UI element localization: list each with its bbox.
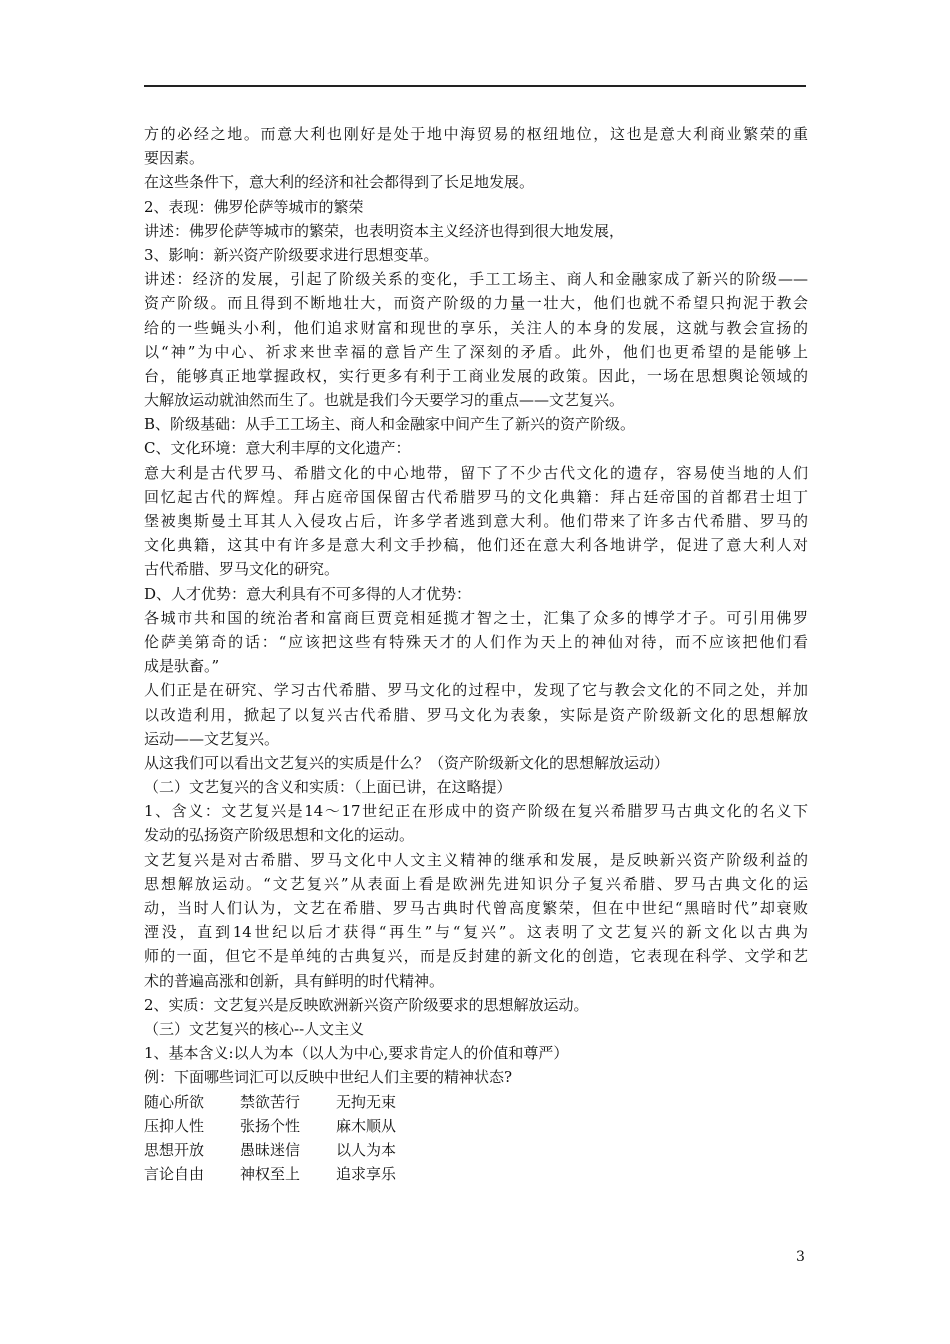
word-item: 张扬个性	[240, 1116, 301, 1135]
word-item: 以人为本	[336, 1140, 397, 1159]
word-row	[144, 1090, 808, 1114]
text-line: 大解放运动就油然而生了。也就是我们今天要学习的重点——文艺复兴。	[144, 391, 625, 410]
text-line: 伦萨美第奇的话：“应该把这些有特殊天才的人们作为天上的神仙对待，而不应该把他们看	[144, 632, 808, 651]
word-item: 言论自由	[144, 1165, 205, 1184]
text-line: 给的一些蝇头小利，他们追求财富和现世的享乐，关注人的本身的发展，这就与教会宣扬的	[144, 318, 808, 337]
text-line: 意大利是古代罗马、希腊文化的中心地带，留下了不少古代文化的遗存，容易使当地的人们	[144, 463, 808, 482]
word-item: 压抑人性	[144, 1116, 205, 1135]
word-item: 愚昧迷信	[240, 1140, 301, 1159]
text-line: （三）文艺复兴的核心--人文主义	[144, 1019, 365, 1038]
text-line: 例：下面哪些词汇可以反映中世纪人们主要的精神状态?	[144, 1068, 513, 1087]
word-item: 无拘无束	[336, 1092, 397, 1111]
text-line: 思想解放运动。“文艺复兴”从表面上看是欧洲先进知识分子复兴希腊、罗马古典文化的运	[144, 874, 808, 893]
text-line: 资产阶级。而且得到不断地壮大，而资产阶级的力量一壮大，他们也就不希望只拘泥于教会	[144, 294, 808, 313]
word-item: 随心所欲	[144, 1092, 205, 1111]
text-line: D、人才优势：意大利具有不可多得的人才优势：	[144, 584, 472, 603]
text-line: 2、表现：佛罗伦萨等城市的繁荣	[144, 197, 364, 216]
text-line: 讲述：经济的发展，引起了阶级关系的变化，手工工场主、商人和金融家成了新兴的阶级——	[144, 270, 808, 289]
word-item: 麻木顺从	[336, 1116, 397, 1135]
header-rule	[144, 85, 806, 87]
text-line: B、阶级基础：从手工工场主、商人和金融家中间产生了新兴的资产阶级。	[144, 415, 636, 434]
word-row	[144, 1114, 808, 1138]
text-line: C、文化环境：意大利丰厚的文化遗产：	[144, 439, 411, 458]
text-line: 讲述：佛罗伦萨等城市的繁荣，也表明资本主义经济也得到很大地发展，	[144, 221, 625, 240]
text-line: 文化典籍，这其中有许多是意大利文手抄稿，他们还在意大利各地讲学，促进了意大利人对	[144, 536, 808, 555]
text-line: 术的普遍高涨和创新，具有鲜明的时代精神。	[144, 971, 445, 990]
word-item: 禁欲苦行	[240, 1092, 301, 1111]
text-line: 1、含义：文艺复兴是14～17世纪正在形成中的资产阶级在复兴希腊罗马古典文化的名义下	[144, 802, 808, 821]
text-line: 发动的弘扬资产阶级思想和文化的运动。	[144, 826, 415, 845]
text-line: 以“神”为中心、祈求来世幸福的意旨产生了深刻的矛盾。此外，他们也更希望的是能够上	[144, 342, 808, 361]
page-number: 3	[796, 1249, 805, 1265]
text-line: 方的必经之地。而意大利也刚好是处于地中海贸易的枢纽地位，这也是意大利商业繁荣的重	[144, 125, 808, 143]
text-line: 运动——文艺复兴。	[144, 729, 280, 748]
word-item: 神权至上	[240, 1165, 301, 1184]
word-item: 思想开放	[144, 1140, 205, 1159]
text-line: 以改造利用，掀起了以复兴古代希腊、罗马文化为表象，实际是资产阶级新文化的思想解放	[144, 705, 808, 724]
text-line: 1、基本含义:以人为本（以人为中心,要求肯定人的价值和尊严）	[144, 1044, 569, 1063]
text-line: 各城市共和国的统治者和富商巨贾竞相延揽才智之士，汇集了众多的博学才子。可引用佛罗	[144, 608, 808, 627]
text-line: 文艺复兴是对古希腊、罗马文化中人文主义精神的继承和发展，是反映新兴资产阶级利益的	[144, 850, 808, 869]
word-item: 追求享乐	[336, 1165, 397, 1184]
text-line: 成是驮畜。”	[144, 657, 220, 676]
text-line: 台，能够真正地掌握政权，实行更多有利于工商业发展的政策。因此，一场在思想舆论领域的	[144, 366, 808, 385]
text-line: 2、实质：文艺复兴是反映欧洲新兴资产阶级要求的思想解放运动。	[144, 995, 589, 1014]
text-line: 3、影响：新兴资产阶级要求进行思想变革。	[144, 245, 439, 264]
document-body	[144, 122, 808, 1186]
text-line: 师的一面，但它不是单纯的古典复兴，而是反封建的新文化的创造，它表现在科学、文学和艺	[144, 947, 808, 966]
text-line: 从这我们可以看出文艺复兴的实质是什么？（资产阶级新文化的思想解放运动）	[144, 753, 670, 772]
text-line: 湮没，直到14世纪以后才获得“再生”与“复兴”。这表明了文艺复兴的新文化以古典为	[144, 923, 808, 942]
word-row	[144, 1138, 808, 1162]
text-line: 堡被奥斯曼土耳其人入侵攻占后，许多学者逃到意大利。他们带来了许多古代希腊、罗马的	[144, 512, 808, 530]
text-line: 动，当时人们认为，文艺在希腊、罗马古典时代曾高度繁荣，但在中世纪“黑暗时代”却衰败	[144, 899, 808, 917]
text-line: 古代希腊、罗马文化的研究。	[144, 560, 340, 579]
text-line: 在这些条件下，意大利的经济和社会都得到了长足地发展。	[144, 173, 535, 192]
word-row	[144, 1162, 808, 1186]
text-line: 人们正是在研究、学习古代希腊、罗马文化的过程中，发现了它与教会文化的不同之处，并加	[144, 681, 808, 700]
text-line: 要因素。	[144, 149, 205, 168]
text-line: （二）文艺复兴的含义和实质：（上面已讲，在这略提）	[144, 778, 512, 797]
text-line: 回忆起古代的辉煌。拜占庭帝国保留古代希腊罗马的文化典籍：拜占廷帝国的首都君士坦丁	[144, 487, 808, 506]
